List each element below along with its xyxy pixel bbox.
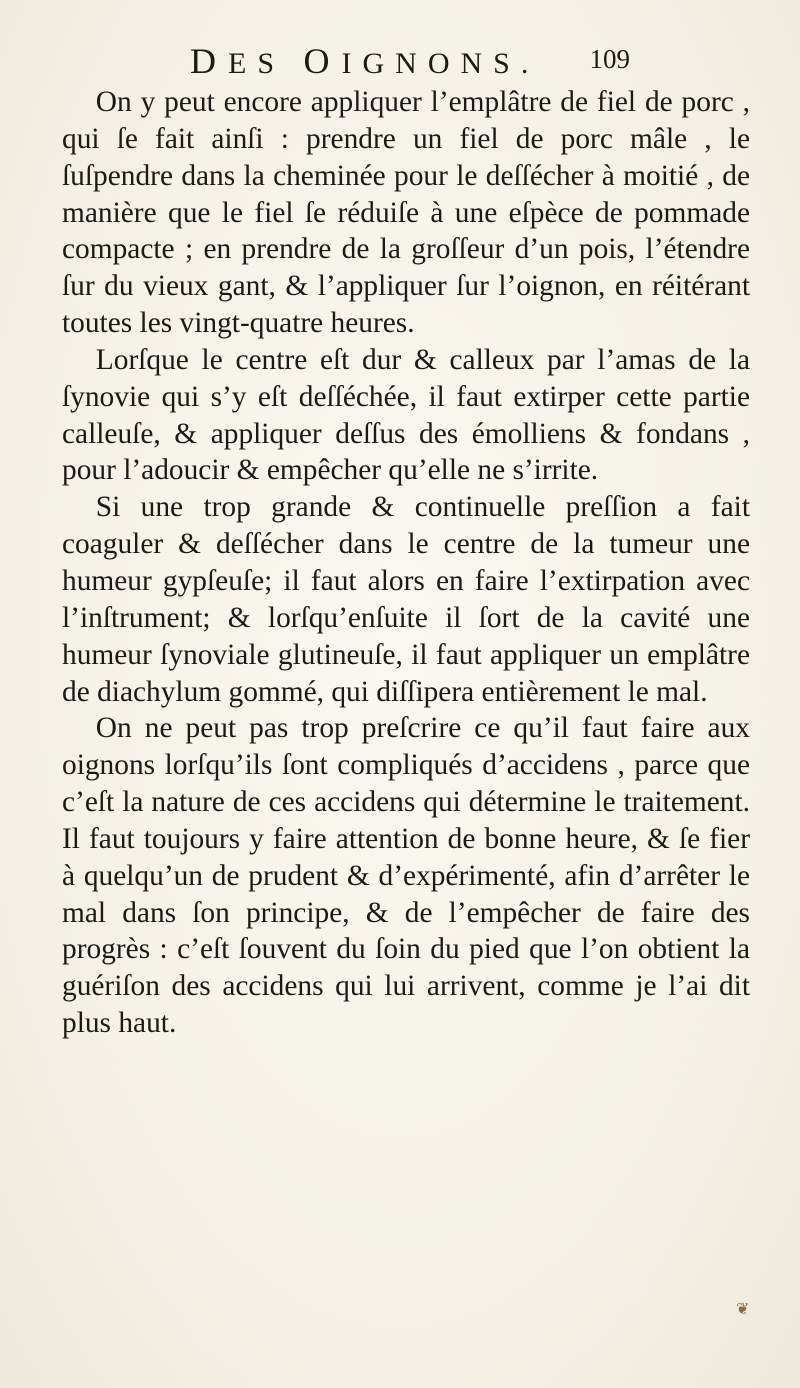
running-title-word-2-rest: IGNONS. xyxy=(341,47,540,80)
paragraph: Si une trop grande & continuelle preſſion a fait coaguler & deſſécher dans le centre de la tumeur une humeur gypſeuſe; il faut alors en faire l’extirpation avec l’inſtrument; & lorſqu’enſuite il ſort de la cavité une humeur ſynoviale glutineuſe, il faut appliquer un emplâtre de diachylum gommé, qui diſſipera entièrement le mal. xyxy=(62,491,750,708)
paragraph: On y peut encore appliquer l’emplâtre de fiel de porc , qui ſe fait ainſi : prendre un fiel de porc mâle , le ſuſpendre dans la cheminée pour le deſſécher à moitié , de manière que le fiel ſe réduiſe à une eſpèce de pommade compacte ; en prendre de la groſſeur d’un pois, l’étendre ſur du vieux gant, & l’appliquer ſur l’oignon, en réitérant toutes les vingt-quatre heures. xyxy=(62,86,750,340)
running-title xyxy=(190,40,539,82)
running-title-word-1-rest: ES xyxy=(228,47,286,80)
running-title-initial-2: O xyxy=(303,41,342,81)
running-title-initial-1: D xyxy=(190,41,228,81)
paragraph: Lorſque le centre eſt dur & calleux par l’amas de la ſynovie qui s’y eſt deſſéchée, il faut extirper cette partie calleuſe, & appliquer deſſus des émolliens & fondans , pour l’adoucir & empêcher qu’elle ne s’irrite. xyxy=(62,343,750,487)
ink-spot-mark: ❦ xyxy=(736,1299,750,1318)
body-text xyxy=(62,84,750,1042)
paragraph: On ne peut pas trop preſcrire ce qu’il faut faire aux oignons lorſqu’ils ſont compliqués d’accidens , parce que c’eſt la nature de ces accidens qui détermine le traitement. Il faut toujours y faire attention de bonne heure, & ſe fier à quelqu’un de prudent & d’expérimenté, afin d’arrêter le mal dans ſon principe, & de l’empêcher de faire des progrès : c’eſt ſouvent du ſoin du pied que l’on obtient la guériſon des accidens qui lui arrivent, comme je l’ai dit plus haut. xyxy=(62,712,750,1040)
running-head xyxy=(190,40,630,80)
page-number: 109 xyxy=(589,44,630,74)
